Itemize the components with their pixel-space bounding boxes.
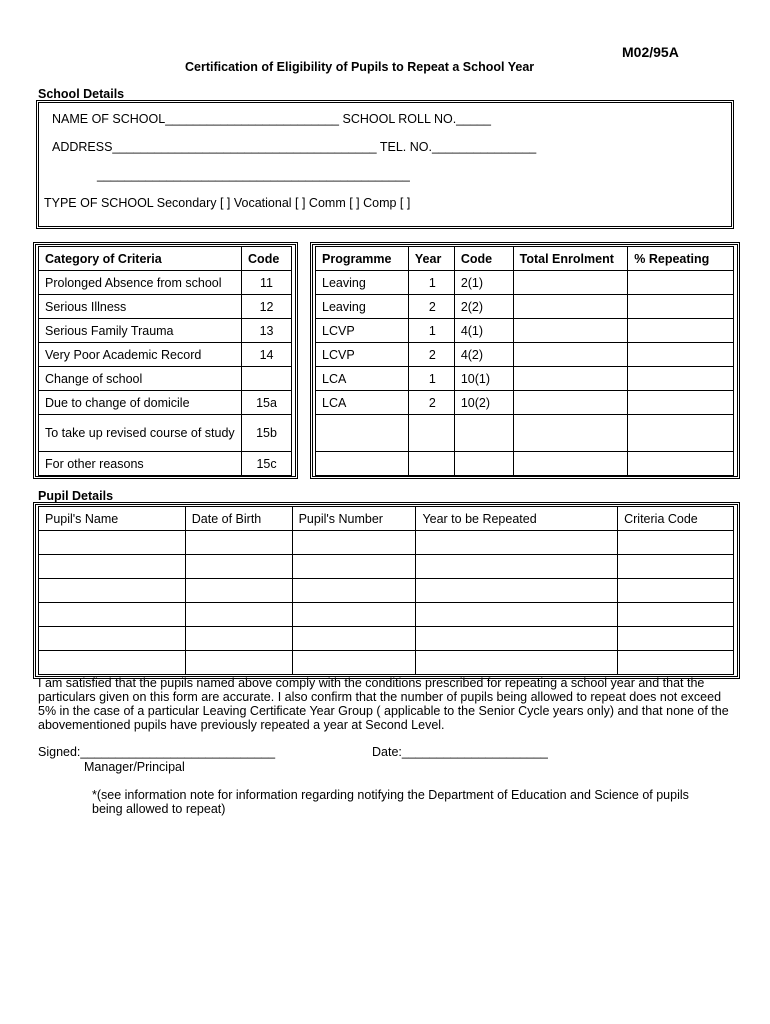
prog-cell[interactable] (408, 452, 454, 476)
pupil-cell[interactable] (416, 651, 618, 675)
crit-header-cell: Category of Criteria (39, 247, 242, 271)
prog-cell[interactable] (408, 415, 454, 452)
school-details-heading: School Details (38, 87, 125, 101)
prog-cell[interactable] (513, 271, 628, 295)
page-title: Certification of Eligibility of Pupils to Repeat a School Year (185, 60, 535, 74)
pupil-cell[interactable] (416, 579, 618, 603)
pupil-cell[interactable] (292, 603, 416, 627)
pupil-cell[interactable] (185, 627, 292, 651)
prog-cell[interactable] (628, 319, 734, 343)
pupil-cell[interactable] (618, 579, 734, 603)
prog-cell[interactable] (628, 343, 734, 367)
prog-header-cell: Programme (316, 247, 409, 271)
crit-header-row (39, 247, 292, 271)
prog-cell[interactable] (454, 452, 513, 476)
pupil-cell[interactable] (618, 555, 734, 579)
prog-cell[interactable]: LCA (316, 391, 409, 415)
prog-cell[interactable] (316, 452, 409, 476)
crit-cell: 13 (242, 319, 292, 343)
pupil-cell[interactable] (185, 651, 292, 675)
pupil-header-cell: Criteria Code (618, 507, 734, 531)
prog-cell[interactable] (513, 415, 628, 452)
crit-cell: 12 (242, 295, 292, 319)
prog-row (316, 319, 734, 343)
pupil-cell[interactable] (39, 555, 186, 579)
prog-header-row (316, 247, 734, 271)
crit-cell: To take up revised course of study (39, 415, 242, 452)
pupil-cell[interactable] (292, 579, 416, 603)
form-code: M02/95A (622, 44, 679, 60)
pupil-cell[interactable] (39, 579, 186, 603)
pupil-cell[interactable] (416, 531, 618, 555)
pupil-row (39, 651, 734, 675)
pupil-header-cell: Date of Birth (185, 507, 292, 531)
prog-cell[interactable] (628, 391, 734, 415)
prog-row (316, 415, 734, 452)
pupil-header-cell: Pupil's Name (39, 507, 186, 531)
school-type-field[interactable]: TYPE OF SCHOOL Secondary [ ] Vocational [ ] Comm [ ] Comp [ ] (44, 196, 411, 210)
programme-table (315, 246, 734, 476)
pupil-table (38, 506, 734, 675)
prog-cell[interactable]: 10(1) (454, 367, 513, 391)
pupil-cell[interactable] (185, 603, 292, 627)
prog-cell[interactable] (513, 343, 628, 367)
pupil-cell[interactable] (292, 555, 416, 579)
crit-cell: 15a (242, 391, 292, 415)
prog-header-cell: % Repeating (628, 247, 734, 271)
prog-row (316, 391, 734, 415)
pupil-cell[interactable] (292, 627, 416, 651)
address-line2-field[interactable]: _____________________________________________ (97, 168, 410, 182)
prog-cell[interactable] (628, 367, 734, 391)
pupil-cell[interactable] (39, 603, 186, 627)
pupil-cell[interactable] (185, 531, 292, 555)
crit-cell: Change of school (39, 367, 242, 391)
prog-cell[interactable] (628, 271, 734, 295)
prog-row (316, 271, 734, 295)
crit-row (39, 367, 292, 391)
prog-cell[interactable] (316, 415, 409, 452)
prog-cell[interactable] (513, 367, 628, 391)
prog-header-cell: Year (408, 247, 454, 271)
crit-row (39, 343, 292, 367)
crit-row (39, 295, 292, 319)
pupil-cell[interactable] (185, 555, 292, 579)
pupil-cell[interactable] (618, 627, 734, 651)
prog-cell[interactable] (513, 391, 628, 415)
crit-cell: Serious Illness (39, 295, 242, 319)
signed-field[interactable]: Signed:____________________________ (38, 745, 276, 759)
prog-cell[interactable] (454, 415, 513, 452)
prog-cell[interactable]: 4(1) (454, 319, 513, 343)
prog-cell[interactable]: Leaving (316, 295, 409, 319)
pupil-cell[interactable] (292, 651, 416, 675)
pupil-cell[interactable] (416, 555, 618, 579)
crit-cell: 15c (242, 452, 292, 476)
pupil-cell[interactable] (618, 603, 734, 627)
prog-cell[interactable]: LCVP (316, 343, 409, 367)
prog-header-cell: Total Enrolment (513, 247, 628, 271)
signer-role-label: Manager/Principal (84, 760, 185, 774)
prog-cell[interactable]: 4(2) (454, 343, 513, 367)
pupil-cell[interactable] (618, 531, 734, 555)
crit-cell: For other reasons (39, 452, 242, 476)
prog-cell[interactable] (513, 319, 628, 343)
prog-cell[interactable]: 2(2) (454, 295, 513, 319)
pupil-row (39, 627, 734, 651)
pupil-header-cell: Pupil's Number (292, 507, 416, 531)
prog-cell[interactable]: 1 (408, 271, 454, 295)
date-field[interactable]: Date:_____________________ (372, 745, 548, 759)
pupil-cell[interactable] (292, 531, 416, 555)
prog-row (316, 343, 734, 367)
prog-cell[interactable] (513, 295, 628, 319)
crit-row (39, 271, 292, 295)
prog-cell[interactable] (513, 452, 628, 476)
info-note: *(see information note for information regarding notifying the Department of Education and Science of pupils being allowed to repeat) (92, 788, 689, 816)
pupil-row (39, 555, 734, 579)
crit-row (39, 319, 292, 343)
prog-cell[interactable]: LCA (316, 367, 409, 391)
pupil-header-row (39, 507, 734, 531)
prog-cell[interactable]: 1 (408, 367, 454, 391)
prog-cell[interactable] (628, 295, 734, 319)
pupil-cell[interactable] (185, 579, 292, 603)
crit-header-cell: Code (242, 247, 292, 271)
pupil-row (39, 603, 734, 627)
pupil-details-heading: Pupil Details (38, 489, 114, 503)
pupil-cell[interactable] (416, 603, 618, 627)
prog-cell[interactable]: 2 (408, 391, 454, 415)
prog-cell[interactable]: 1 (408, 319, 454, 343)
pupil-cell[interactable] (618, 651, 734, 675)
pupil-cell[interactable] (39, 627, 186, 651)
crit-cell: 11 (242, 271, 292, 295)
prog-cell[interactable]: 10(2) (454, 391, 513, 415)
prog-cell[interactable]: LCVP (316, 319, 409, 343)
crit-row (39, 415, 292, 452)
prog-row (316, 295, 734, 319)
prog-cell[interactable]: 2 (408, 295, 454, 319)
pupil-cell[interactable] (39, 531, 186, 555)
crit-cell: Very Poor Academic Record (39, 343, 242, 367)
crit-row (39, 452, 292, 476)
pupil-row (39, 531, 734, 555)
prog-header-cell: Code (454, 247, 513, 271)
prog-cell[interactable]: 2 (408, 343, 454, 367)
prog-row (316, 452, 734, 476)
prog-cell[interactable] (628, 415, 734, 452)
pupil-cell[interactable] (39, 651, 186, 675)
declaration-text: I am satisfied that the pupils named above comply with the conditions prescribed for repeating a school year and that the particulars given on this form are accurate. I also confirm that the number of pupils being allowed to repeat does not exceed 5% in the case of a particular Leaving Certificate Year Group ( applicable to the Senior Cycle years only) and that none of the abovementioned pupils have previously repeated a year at Second Level. (38, 676, 729, 732)
crit-cell (242, 367, 292, 391)
crit-cell: Prolonged Absence from school (39, 271, 242, 295)
crit-cell: 15b (242, 415, 292, 452)
crit-cell: 14 (242, 343, 292, 367)
prog-row (316, 367, 734, 391)
criteria-table (38, 246, 292, 476)
pupil-cell[interactable] (416, 627, 618, 651)
prog-cell[interactable] (628, 452, 734, 476)
pupil-row (39, 579, 734, 603)
crit-row (39, 391, 292, 415)
crit-cell: Due to change of domicile (39, 391, 242, 415)
pupil-header-cell: Year to be Repeated (416, 507, 618, 531)
school-details-box (36, 100, 734, 229)
address-field[interactable]: ADDRESS______________________________________ TEL. NO._______________ (52, 140, 537, 154)
crit-cell: Serious Family Trauma (39, 319, 242, 343)
school-name-field[interactable]: NAME OF SCHOOL_________________________ SCHOOL ROLL NO._____ (52, 112, 491, 126)
prog-cell[interactable]: Leaving (316, 271, 409, 295)
prog-cell[interactable]: 2(1) (454, 271, 513, 295)
